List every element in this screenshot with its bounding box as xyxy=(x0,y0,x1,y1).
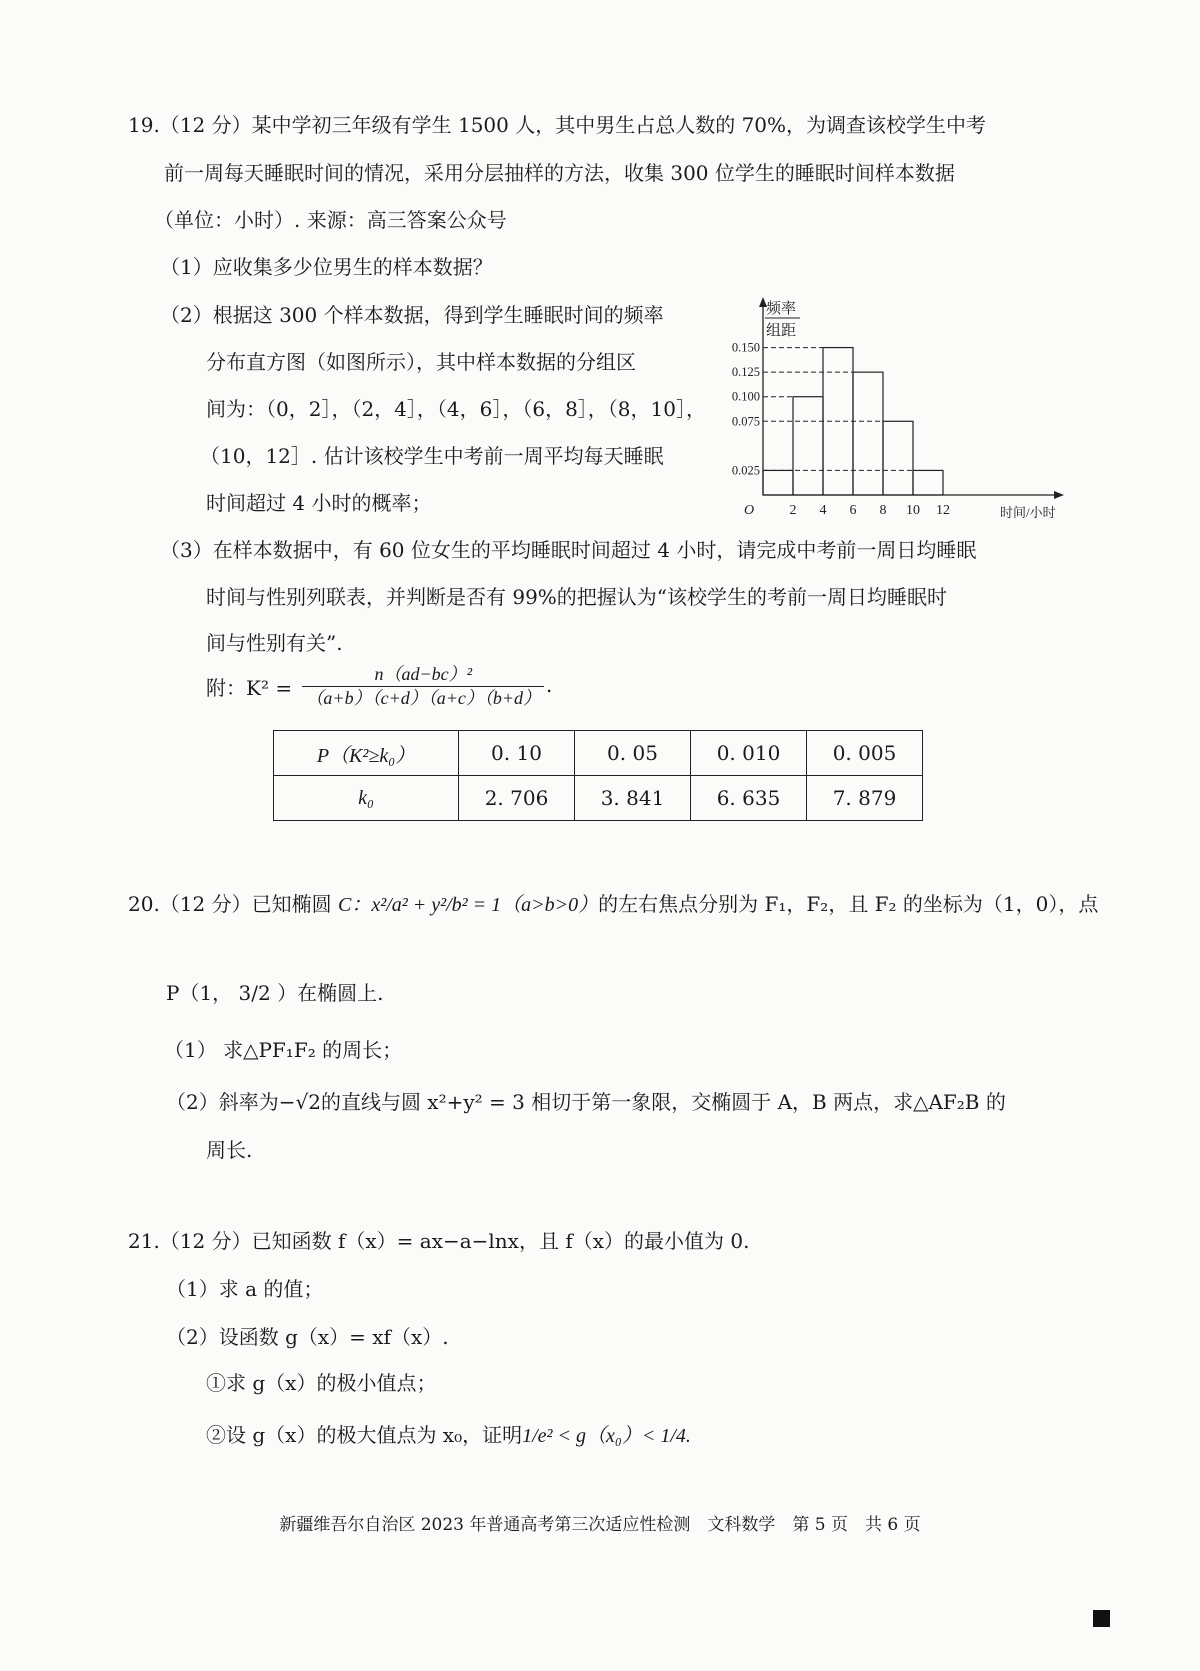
q20-part-2-line-2: 周长. xyxy=(206,1138,253,1162)
formula-label: 附：K² = xyxy=(206,675,293,700)
x-tick-label: 4 xyxy=(819,503,827,518)
q20-ellipse-equation: C：x²/a² + y²/b² = 1（a>b>0） xyxy=(337,894,599,916)
y-tick-label: 0.150 xyxy=(731,340,760,355)
table-cell: 3. 841 xyxy=(575,776,691,821)
x-axis-label: 时间/小时 xyxy=(1000,505,1056,520)
x-tick-label: 8 xyxy=(879,503,887,518)
q21-part-2b-text: ②设 g（x）的极大值点为 x₀，证明 xyxy=(206,1423,523,1447)
q19-part-2-line-4: （10，12］. 估计该校学生中考前一周平均每天睡眠 xyxy=(200,444,664,468)
corner-marker xyxy=(1093,1610,1110,1627)
table-cell: 0. 10 xyxy=(459,731,575,776)
q19-part-2-line-1: （2）根据这 300 个样本数据，得到学生睡眠时间的频率 xyxy=(160,303,664,327)
q19-stem-line-1: 19.（12 分）某中学初三年级有学生 1500 人，其中男生占总人数的 70%，为调查该校学生中考 xyxy=(128,113,987,137)
histogram-bar xyxy=(853,372,883,495)
q21-part-1: （1）求 a 的值； xyxy=(166,1277,324,1301)
x-tick-label: 2 xyxy=(789,503,797,518)
histogram-bar xyxy=(913,470,943,495)
y-label-numerator: 频率 xyxy=(766,301,797,317)
q20-part-1: （1） 求△PF₁F₂ 的周长； xyxy=(164,1038,403,1062)
q19-part-2-line-2: 分布直方图（如图所示），其中样本数据的分组区 xyxy=(206,350,636,374)
q20-stem-suffix: 的左右焦点分别为 F₁，F₂，且 F₂ 的坐标为（1，0），点 xyxy=(598,892,1099,916)
q19-part-3-line-2: 时间与性别列联表，并判断是否有 99%的把握认为“该校学生的考前一周日均睡眠时 xyxy=(206,585,948,609)
k-squared-formula: 附：K² = $\frac{\text{n（ad−bc）²}}{(a+b)(c+d)(a+c)(b+d)}$ . xyxy=(206,664,553,708)
q19-part-2-line-5: 时间超过 4 小时的概率； xyxy=(206,491,432,515)
q19-part-1: （1）应收集多少位男生的样本数据？ xyxy=(160,255,493,279)
q19-stem-line-3: （单位：小时）. 来源：高三答案公众号 xyxy=(154,208,507,232)
table-row xyxy=(274,731,923,776)
q19-stem-line-2: 前一周每天睡眠时间的情况，采用分层抽样的方法，收集 300 位学生的睡眠时间样本数据 xyxy=(164,161,955,185)
table-cell: 0. 05 xyxy=(575,731,691,776)
y-tick-label: 0.100 xyxy=(731,389,760,404)
q20-part-2-line-1: （2）斜率为−√2的直线与圆 x²+y² = 3 相切于第一象限，交椭圆于 A，B 两点，求△AF₂B 的 xyxy=(166,1090,1006,1114)
q21-part-2a: ①求 g（x）的极小值点； xyxy=(206,1371,437,1395)
y-tick-label: 0.025 xyxy=(731,463,760,478)
x-axis-arrow xyxy=(1054,491,1064,499)
histogram-bar xyxy=(763,470,793,495)
sleep-time-histogram xyxy=(731,295,1068,520)
y-tick-label: 0.125 xyxy=(731,365,760,380)
table-cell: 2. 706 xyxy=(459,776,575,821)
y-label-denominator: 组距 xyxy=(766,323,797,339)
table-cell: 6. 635 xyxy=(691,776,807,821)
table-row-header-probability: P（K²≥k₀） xyxy=(274,731,459,776)
table-cell: 0. 005 xyxy=(807,731,923,776)
page-footer: 新疆维吾尔自治区 2023 年普通高考第三次适应性检测 文科数学 第 5 页 共 6 页 xyxy=(279,1515,921,1535)
q21-inequality: 1/e² < g（x₀）< 1/4. xyxy=(522,1425,691,1447)
table-cell: 0. 010 xyxy=(691,731,807,776)
y-axis-label xyxy=(765,300,800,339)
q21-part-2: （2）设函数 g（x）= xf（x）. xyxy=(166,1325,449,1349)
table-row-header-k0: k₀ xyxy=(274,776,459,821)
origin-label: O xyxy=(743,503,755,518)
x-tick-label: 12 xyxy=(936,503,950,518)
critical-value-table xyxy=(273,730,923,821)
q21-stem: 21.（12 分）已知函数 f（x）= ax−a−lnx，且 f（x）的最小值为 0. xyxy=(128,1229,750,1253)
table-row xyxy=(274,776,923,821)
y-tick-label: 0.075 xyxy=(731,414,760,429)
q20-stem-prefix: 20.（12 分）已知椭圆 xyxy=(128,892,338,916)
formula-numerator: n（ad−bc）² xyxy=(302,665,544,687)
q19-part-3-line-3: 间与性别有关”. xyxy=(206,631,343,655)
q21-part-2b xyxy=(206,1420,691,1451)
histogram-bar xyxy=(883,421,913,495)
x-tick-label: 10 xyxy=(906,503,920,518)
histogram-bar xyxy=(793,397,823,495)
q19-part-2-line-3: 间为：（0，2］，（2，4］，（4，6］，（6，8］，（8，10］， xyxy=(206,397,706,421)
table-cell: 7. 879 xyxy=(807,776,923,821)
formula-denominator: （a+b）（c+d）（a+c）（b+d） xyxy=(305,687,542,708)
x-tick-label: 6 xyxy=(849,503,857,518)
q20-point: P（1， 3/2 ）在椭圆上. xyxy=(166,981,384,1005)
q19-part-3-line-1: （3）在样本数据中，有 60 位女生的平均睡眠时间超过 4 小时，请完成中考前一周日均睡眠 xyxy=(160,538,977,562)
q20-stem xyxy=(128,888,1098,917)
